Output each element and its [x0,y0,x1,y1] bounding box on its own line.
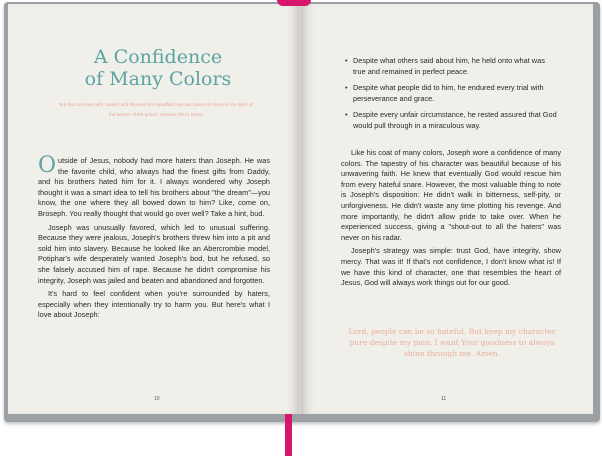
page-number-left: 10 [154,396,160,402]
left-body-text [38,153,270,324]
bullet-text: Despite what people did to him, he endured every trial with perseverance and grace. [353,83,544,103]
ribbon-bookmark[interactable] [285,414,292,456]
paragraph-1-text: utside of Jesus, nobody had more haters than Joseph. He was the favorite child, who always had the finest gifts from Daddy, and his brothers hated him for it. I always wondered why Joseph thought it was a smart idea to tell his brothers about "the dream"—you know, the one where they all bowed down to him? Like, come on, Broseph. You really thought that would go over well? Take a hint, bud. [38,156,270,218]
bullet-item [345,110,557,131]
scripture-quote: But the Lord was with Joseph and showed him steadfast love and gave him favor in the sight of the keeper of the prison. Genesis 39:21 (ESV) [59,102,253,117]
paragraph-3: It's hard to feel confident when you're surrounded by haters, especially when they intentionally try to harm you. But here's what I love about Joseph: [38,289,270,320]
paragraph-4: Like his coat of many colors, Joseph wore a confidence of many colors. The tapestry of his character was beautiful because of his unwavering faith. He knew that eventually God would rescue him from every hateful snare. However, the most valuable thing to note is Joseph's disposition: He didn't walk in bitterness, self-pity, or unforgiveness. He didn't waste any time plotting his revenge. And more importantly, he didn't allow pride to take over. When he experienced success, giving a "shout-out to all the haters" was never on his radar. [341,148,561,242]
left-page [8,4,300,414]
paragraph-2: Joseph was unusually favored, which led to unusual suffering. Because they were jealous, Joseph's brothers threw him into a pit and sold him into slavery. Because he looked like an Abercrombie model, Potiphar's wife desperately wanted Joseph's bod, but he refused, so she falsely accused him of rape. Because he didn't compromise his integrity, Joseph was jailed and beaten and abandoned and forgotten. [38,222,270,285]
paragraph-5: Joseph's strategy was simple: trust God, have integrity, show mercy. That was it! If that's not confidence, I don't know what is! If we have this kind of character, one that resembles the heart of Jesus, God will always work things out for our good. [341,246,561,288]
page-title [38,46,278,90]
bullet-text: Despite every unfair circumstance, he rested assured that God would pull through in a miraculous way. [353,110,557,130]
bullet-dot: • [345,83,348,93]
bullet-list [345,56,557,138]
page-number-right: 11 [441,396,447,402]
bullet-item [345,56,557,77]
bullet-text: Despite what others said about him, he held onto what was true and remained in perfect peace. [353,56,545,76]
right-page [301,4,593,414]
bullet-item [345,83,557,104]
prayer-text: Lord, people can be so hateful. But keep my character pure despite my pain. I want Your goodness to always shine through me. Amen. [348,327,556,358]
title-line-2: of Many Colors [84,68,232,90]
bullet-dot: • [345,110,348,120]
drop-cap: O [38,153,57,178]
bullet-dot: • [345,56,348,65]
title-line-1: A Confidence [93,46,223,68]
ribbon-bookmark-top [277,0,311,6]
right-body-text [341,148,561,292]
paragraph-1 [38,153,270,220]
